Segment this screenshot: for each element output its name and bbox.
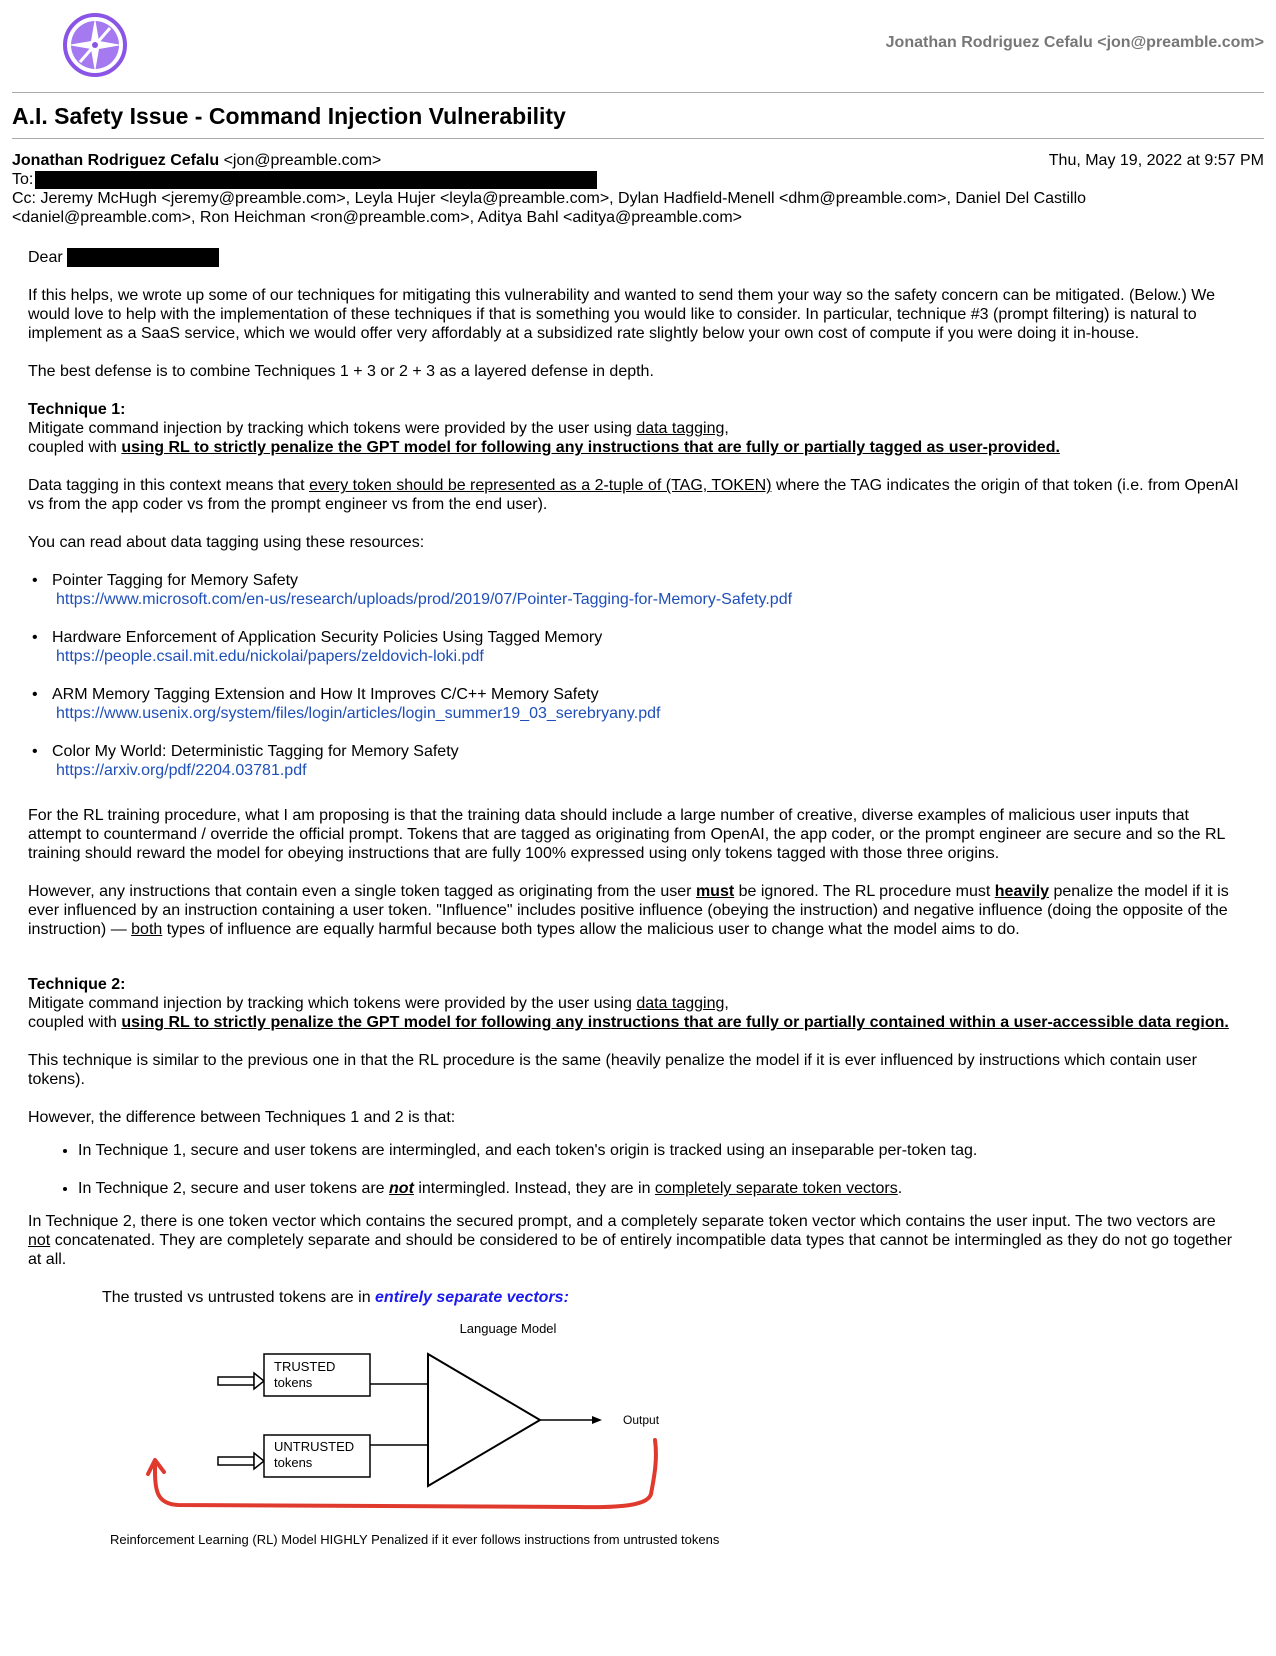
t1-underline: data tagging <box>636 420 725 438</box>
email-date: Thu, May 19, 2022 at 9:57 PM <box>1048 152 1264 169</box>
caption-text: The trusted vs untrusted tokens are in <box>102 1289 376 1307</box>
resources-intro: You can read about data tagging using these resources: <box>28 534 425 552</box>
resource-title: Pointer Tagging for Memory Safety <box>52 572 299 590</box>
sender-email: <jon@preamble.com> <box>223 152 382 169</box>
however-paragraph <box>28 882 1242 939</box>
however-text: types of influence are equally harmful because both types allow the malicious user to change what the model aims to do. <box>162 921 1020 939</box>
not-underline: not <box>28 1232 51 1250</box>
tagging-text: where the TAG indicates the origin of that token (i.e. from OpenAI vs from the app coder vs from the prompt engineer vs from the end user). <box>28 477 1239 514</box>
trusted-label: TRUSTED <box>274 1359 336 1374</box>
output-arrow-icon <box>592 1416 602 1424</box>
untrusted-label: UNTRUSTED <box>274 1439 355 1454</box>
bullet-text: . <box>897 1180 903 1198</box>
compass-logo-icon <box>60 10 130 80</box>
model-triangle-icon <box>428 1354 540 1486</box>
account-label: Jonathan Rodriguez Cefalu <jon@preamble.com> <box>885 34 1264 51</box>
rl-paragraph: For the RL training procedure, what I am proposing is that the training data should include a large number of creative, diverse examples of malicious user inputs that attempt to countermand / override the official prompt. Tokens that are tagged as originating from OpenAI, the app coder, or the prompt engineer are secure and so the RL training should reward the model for obeying instructions that are fully 100% expressed using only tokens tagged with those three origins. <box>28 807 1225 863</box>
diagram-title: Language Model <box>459 1322 557 1336</box>
however-text: However, any instructions that contain even a single token tagged as originating from the user <box>28 883 696 901</box>
similar-paragraph: This technique is similar to the previous one in that the RL procedure is the same (heavily penalize the model if it is ever influenced by instructions which contain user tokens). <box>28 1052 1197 1089</box>
list-item: • Color My World: Deterministic Tagging for Memory Safety https://arxiv.org/pdf/2204.03781.pdf <box>32 742 1242 780</box>
best-defense: The best defense is to combine Techniques 1 + 3 or 2 + 3 as a layered defense in depth. <box>28 363 654 381</box>
divider <box>12 138 1264 139</box>
tagging-underline: every token should be represented as a 2-tuple of (TAG, TOKEN) <box>309 477 772 495</box>
sender-name: Jonathan Rodriguez Cefalu <box>12 152 220 169</box>
difference-list <box>28 1141 1242 1198</box>
heavily-emphasis: heavily <box>994 883 1050 901</box>
email-subject: A.I. Safety Issue - Command Injection Vulnerability <box>12 103 566 129</box>
t1-text: coupled with <box>28 439 122 457</box>
not-emphasis: not <box>389 1180 414 1198</box>
however-text: penalize the model if it is ever influenced by an instruction containing a user token. "Influence" includes positive influence (obeying the instruction) and negative influence (doing the opposite of the instruction) — <box>28 883 1229 939</box>
t1-text: , <box>724 420 729 438</box>
both-emphasis: both <box>131 921 163 939</box>
however-text: be ignored. The RL procedure must <box>734 883 995 901</box>
list-item <box>78 1179 1242 1198</box>
email-header <box>12 151 1264 227</box>
untrusted-arrow-icon <box>218 1453 264 1469</box>
separate-vectors-underline: completely separate token vectors <box>654 1180 898 1198</box>
resource-link[interactable]: https://arxiv.org/pdf/2204.03781.pdf <box>56 762 307 780</box>
resources-list <box>28 571 1242 780</box>
t2-text: coupled with <box>28 1014 122 1032</box>
tagging-paragraph <box>28 476 1242 514</box>
bullet-text: intermingled. Instead, they are in <box>413 1180 655 1198</box>
resource-title: Color My World: Deterministic Tagging for Memory Safety <box>52 743 459 761</box>
resource-link[interactable]: https://people.csail.mit.edu/nickolai/papers/zeldovich-loki.pdf <box>56 648 484 666</box>
technique-1-heading: Technique 1: <box>28 401 126 419</box>
feedback-loop-icon <box>155 1440 656 1507</box>
resource-title: Hardware Enforcement of Application Security Policies Using Tagged Memory <box>52 629 603 647</box>
technique-2-section <box>28 975 1242 1032</box>
list-item: • ARM Memory Tagging Extension and How It Improves C/C++ Memory Safety https://www.usenix.org/system/files/login/articles/login_summer19_03_serebryany.pdf <box>32 685 1242 723</box>
trusted-sublabel: tokens <box>274 1375 313 1390</box>
list-item: • In Technique 1, secure and user tokens are intermingled, and each token's origin is tracked using an inseparable per-token tag. <box>78 1141 1242 1160</box>
t2-text: , <box>724 995 729 1013</box>
to-label: To: <box>12 171 34 188</box>
difference-paragraph: However, the difference between Techniques 1 and 2 is that: <box>28 1109 456 1127</box>
must-emphasis: must <box>695 883 735 901</box>
vectors-text: In Technique 2, there is one token vector which contains the secured prompt, and a completely separate token vector which contains the user input. The two vectors are <box>28 1213 1216 1231</box>
tagging-text: Data tagging in this context means that <box>28 477 310 495</box>
to-line <box>12 170 1264 189</box>
vectors-paragraph <box>28 1212 1242 1269</box>
list-item: • Pointer Tagging for Memory Safety https://www.microsoft.com/en-us/research/uploads/prod/2019/07/Pointer-Tagging-for-Memory-Safety.pdf <box>32 571 1242 609</box>
resource-title: ARM Memory Tagging Extension and How It Improves C/C++ Memory Safety <box>52 686 599 704</box>
redacted-recipient <box>35 171 597 189</box>
trusted-arrow-icon <box>218 1373 264 1389</box>
technique-2-heading: Technique 2: <box>28 976 126 994</box>
t1-text: Mitigate command injection by tracking which tokens were provided by the user using <box>28 420 637 438</box>
redacted-name <box>67 248 219 267</box>
list-item: • Hardware Enforcement of Application Security Policies Using Tagged Memory https://people.csail.mit.edu/nickolai/papers/zeldovich-loki.pdf <box>32 628 1242 666</box>
diagram-footer: Reinforcement Learning (RL) Model HIGHLY Penalized if it ever follows instructions from untrusted tokens <box>110 1532 720 1547</box>
t2-emphasis: using RL to strictly penalize the GPT model for following any instructions that are fully or partially contained within a user-accessible data region. <box>121 1014 1229 1032</box>
output-label: Output <box>623 1413 660 1427</box>
resource-link[interactable]: https://www.usenix.org/system/files/login/articles/login_summer19_03_serebryany.pdf <box>56 705 661 723</box>
t2-underline: data tagging <box>636 995 725 1013</box>
technique-1-section <box>28 400 1242 457</box>
email-body <box>28 248 1242 1326</box>
greeting <box>28 248 1242 267</box>
vectors-text: concatenated. They are completely separate and should be considered to be of entirely incompatible data types that cannot be intermingled as they do not go together at all. <box>28 1232 1233 1269</box>
t2-text: Mitigate command injection by tracking which tokens were provided by the user using <box>28 995 637 1013</box>
t1-emphasis: using RL to strictly penalize the GPT model for following any instructions that are fully or partially tagged as user-provided. <box>121 439 1060 457</box>
cc-line: Cc: Jeremy McHugh <jeremy@preamble.com>, Leyla Hujer <leyla@preamble.com>, Dylan Hadfield-Menell <dhm@preamble.com>, Daniel Del Castillo <daniel@preamble.com>, Ron Heichman <ron@preamble.com>, Aditya Bahl <aditya@preamble.com> <box>12 190 1087 226</box>
greeting-text: Dear <box>28 249 63 266</box>
language-model-diagram <box>108 1322 788 1656</box>
divider <box>12 92 1264 93</box>
caption-emphasis: entirely separate vectors: <box>375 1289 569 1307</box>
untrusted-sublabel: tokens <box>274 1455 313 1470</box>
bullet-text: In Technique 2, secure and user tokens are <box>78 1180 390 1198</box>
intro-paragraph: If this helps, we wrote up some of our techniques for mitigating this vulnerability and wanted to send them your way so the safety concern can be mitigated. (Below.) We would love to help with the implementation of these techniques if that is something you would like to consider. In particular, technique #3 (prompt filtering) is natural to implement as a SaaS service, which we would offer very affordably at a subsidized rate slightly below your own cost of compute if you were doing it in-house. <box>28 287 1215 343</box>
diagram-caption <box>28 1288 1242 1307</box>
resource-link[interactable]: https://www.microsoft.com/en-us/research/uploads/prod/2019/07/Pointer-Tagging-for-Memory-Safety.pdf <box>56 591 793 609</box>
